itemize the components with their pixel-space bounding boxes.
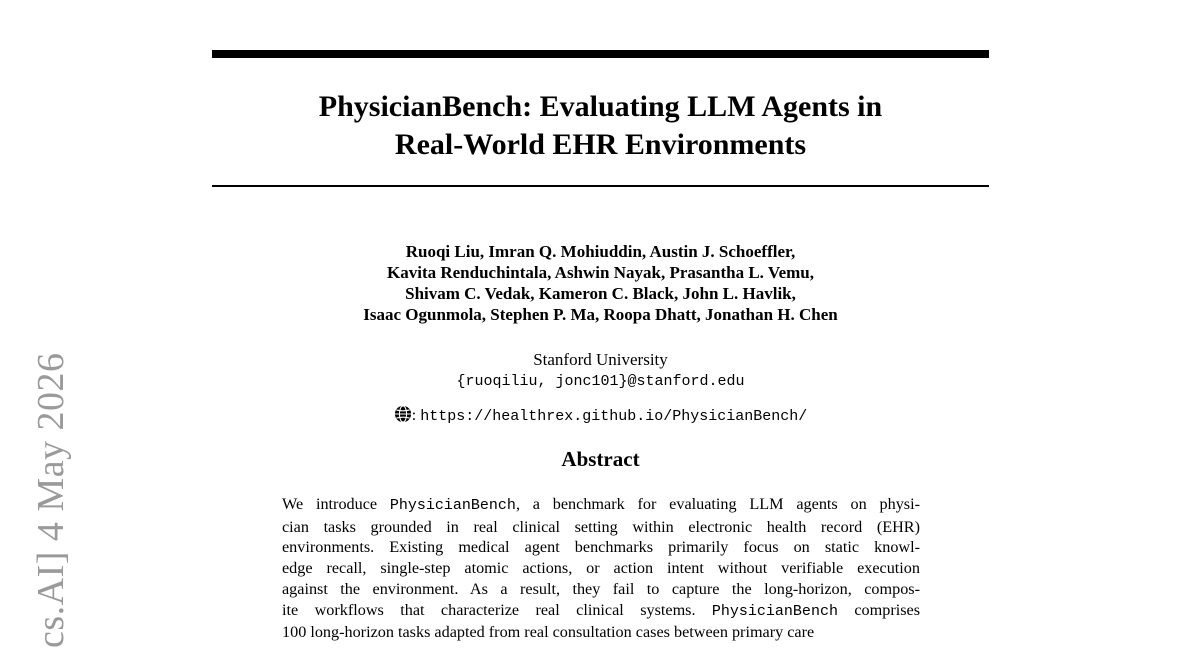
benchmark-name: PhysicianBench <box>389 497 516 514</box>
email-address[interactable]: {ruoqiliu, jonc101}@stanford.edu <box>456 373 745 390</box>
abstract-line: ite workflows that characterize real clinical systems. PhysicianBench comprises <box>282 600 920 620</box>
author-line: Isaac Ogunmola, Stephen P. Ma, Roopa Dhatt, Jonathan H. Chen <box>363 305 838 324</box>
link-separator: : <box>411 407 417 424</box>
abstract-line: against the environment. As a result, they fail to capture the long-horizon, compos- <box>282 579 920 598</box>
author-line: Ruoqi Liu, Imran Q. Mohiuddin, Austin J. Schoeffler, <box>405 242 796 261</box>
author-line: Kavita Renduchintala, Ashwin Nayak, Prasantha L. Vemu, <box>387 263 814 282</box>
abstract-line: 100 long-horizon tasks adapted from real consultation cases between primary care <box>282 623 815 642</box>
abstract-line: cian tasks grounded in real clinical setting within electronic health record (EHR) <box>282 517 920 536</box>
project-url-link[interactable]: https://healthrex.github.io/PhysicianBench/ <box>420 408 808 425</box>
title-line: PhysicianBench: Evaluating LLM Agents in <box>318 90 883 123</box>
author-line: Shivam C. Vedak, Kameron C. Black, John L. Havlik, <box>405 284 796 303</box>
benchmark-name: PhysicianBench <box>711 602 838 620</box>
title-top-rule <box>212 50 989 58</box>
title-line: Real-World EHR Environments <box>394 128 807 161</box>
abstract-line: environments. Existing medical agent benchmarks primarily focus on static knowl- <box>282 538 920 557</box>
arxiv-stamp: cs.AI] 4 May 2026 <box>30 352 72 648</box>
abstract-line: edge recall, single-step atomic actions, or action intent without verifiable execution <box>282 559 920 578</box>
title-bottom-rule <box>212 185 989 187</box>
abstract-heading: Abstract <box>561 447 640 471</box>
author-list <box>212 241 989 325</box>
project-link-line <box>212 405 989 430</box>
affiliation: Stanford University <box>533 350 668 369</box>
paper-title <box>212 88 989 164</box>
abstract-body <box>282 494 920 643</box>
abstract-line: We introduce PhysicianBench, a benchmark for evaluating LLM agents on physi- <box>282 495 920 514</box>
globe-icon <box>394 405 412 430</box>
